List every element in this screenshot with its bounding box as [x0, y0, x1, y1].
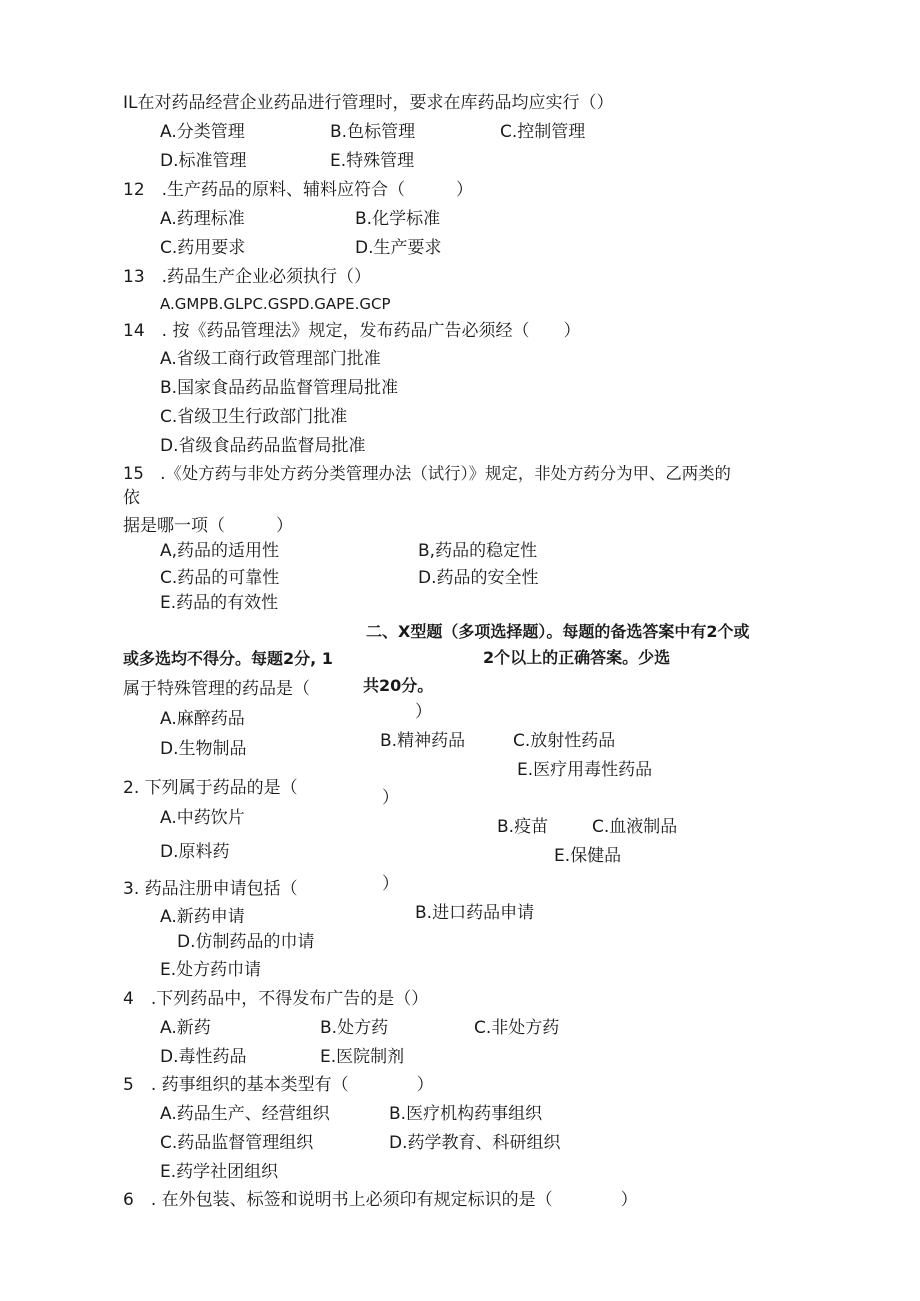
- multi-4-option-b: B.处方药: [320, 1018, 389, 1038]
- question-12-option-c: C.药用要求: [160, 238, 246, 258]
- question-13-options: A.GMPB.GLPC.GSPD.GAPE.GCP: [160, 295, 391, 313]
- question-14-option-d: D.省级食品药品监督局批准: [160, 436, 366, 456]
- multi-4-option-d: D.毒性药品: [160, 1047, 247, 1067]
- multi-3-option-b: B.进口药品申请: [415, 903, 535, 923]
- multi-5-option-d: D.药学教育、科研组织: [389, 1133, 561, 1153]
- multi-6-stem: 6 . 在外包装、标签和说明书上必须印有规定标识的是（ ）: [123, 1190, 638, 1210]
- question-11-option-d: D.标准管理: [160, 151, 247, 171]
- question-14-option-c: C.省级卫生行政部门批准: [160, 407, 348, 427]
- multi-2-option-c: C.血液制品: [592, 817, 678, 837]
- question-14-stem: 14 . 按《药品管理法》规定，发布药品广告必须经（ ）: [123, 321, 581, 341]
- multi-1-option-c: C.放射性药品: [513, 731, 616, 751]
- section2-left-text: 或多选均不得分。每题2分, 1: [123, 649, 333, 668]
- section2-heading-line1: 二、X型题（多项选择题）。每题的备选答案中有2个或: [366, 622, 750, 641]
- multi-4-option-e: E.医院制剂: [320, 1047, 405, 1067]
- question-12-option-d: D.生产要求: [355, 238, 442, 258]
- multi-5-option-a: A.药品生产、经营组织: [160, 1104, 330, 1124]
- question-11-stem: IL在对药品经营企业药品进行管理时，要求在库药品均应实行（）: [123, 93, 614, 113]
- question-14-option-b: B.国家食品药品监督管理局批准: [160, 378, 399, 398]
- multi-3-option-e: E.处方药巾请: [160, 960, 262, 980]
- question-11-option-e: E.特殊管理: [330, 151, 415, 171]
- multi-2-stem: 2. 下列属于药品的是（: [123, 778, 298, 798]
- question-15-stem-line1: 15 .《处方药与非处方药分类管理办法（试行）》规定，非处方药分为甲、乙两类的: [123, 464, 731, 483]
- question-11-option-b: B.色标管理: [330, 122, 416, 142]
- multi-5-option-c: C.药品监督管理组织: [160, 1133, 314, 1153]
- multi-2-option-e: E.保健品: [554, 846, 622, 866]
- section2-right-text: 共20分。: [363, 676, 434, 695]
- question-15-option-b: B,药品的稳定性: [418, 541, 538, 561]
- question-13-stem: 13 .药品生产企业必须执行（）: [123, 267, 372, 287]
- question-15-option-d: D.药品的安全性: [418, 568, 539, 588]
- multi-3-option-d: D.仿制药品的巾请: [177, 932, 315, 952]
- multi-1-close-paren: ）: [415, 702, 432, 722]
- multi-4-stem: 4 .下列药品中，不得发布广告的是（）: [123, 989, 429, 1009]
- section2-heading-line2: 2个以上的正确答案。少选: [483, 648, 671, 667]
- multi-4-option-c: C.非处方药: [474, 1018, 560, 1038]
- question-12-option-b: B.化学标准: [355, 209, 441, 229]
- question-15-stem-line3: 据是哪一项（ ）: [123, 516, 293, 536]
- question-15-option-c: C.药品的可靠性: [160, 568, 280, 588]
- question-12-stem: 12 .生产药品的原料、辅料应符合（ ）: [123, 180, 474, 200]
- multi-5-option-b: B.医疗机构药事组织: [389, 1104, 543, 1124]
- multi-1-option-e: E.医疗用毒性药品: [517, 760, 653, 780]
- multi-1-option-d: D.生物制品: [160, 739, 247, 759]
- question-15-option-e: E.药品的有效性: [160, 593, 279, 613]
- multi-5-stem: 5 . 药事组织的基本类型有（ ）: [123, 1075, 434, 1095]
- multi-1-stem: 属于特殊管理的药品是（: [123, 679, 310, 699]
- multi-3-close-paren: ）: [382, 874, 399, 894]
- question-14-option-a: A.省级工商行政管理部门批准: [160, 349, 381, 369]
- question-11-option-a: A.分类管理: [160, 122, 245, 142]
- multi-2-option-d: D.原料药: [160, 842, 230, 862]
- multi-3-option-a: A.新药申请: [160, 907, 245, 923]
- multi-4-option-a: A.新药: [160, 1018, 211, 1038]
- multi-1-option-b: B.精神药品: [380, 731, 466, 751]
- multi-2-option-a: A.中药饮片: [160, 808, 245, 828]
- question-15-stem-line2: 依: [123, 488, 140, 508]
- question-12-option-a: A.药理标准: [160, 209, 245, 229]
- multi-5-option-e: E.药学社团组织: [160, 1162, 279, 1182]
- multi-2-close-paren: ）: [382, 788, 399, 808]
- multi-2-option-b: B.疫苗: [497, 817, 549, 837]
- multi-3-stem: 3. 药品注册申请包括（: [123, 879, 298, 899]
- multi-3-option-a-clipped: [160, 906, 245, 923]
- question-11-option-c: C.控制管理: [500, 122, 586, 142]
- question-15-option-a: A,药品的适用性: [160, 541, 280, 561]
- multi-1-option-a: A.麻醉药品: [160, 709, 245, 729]
